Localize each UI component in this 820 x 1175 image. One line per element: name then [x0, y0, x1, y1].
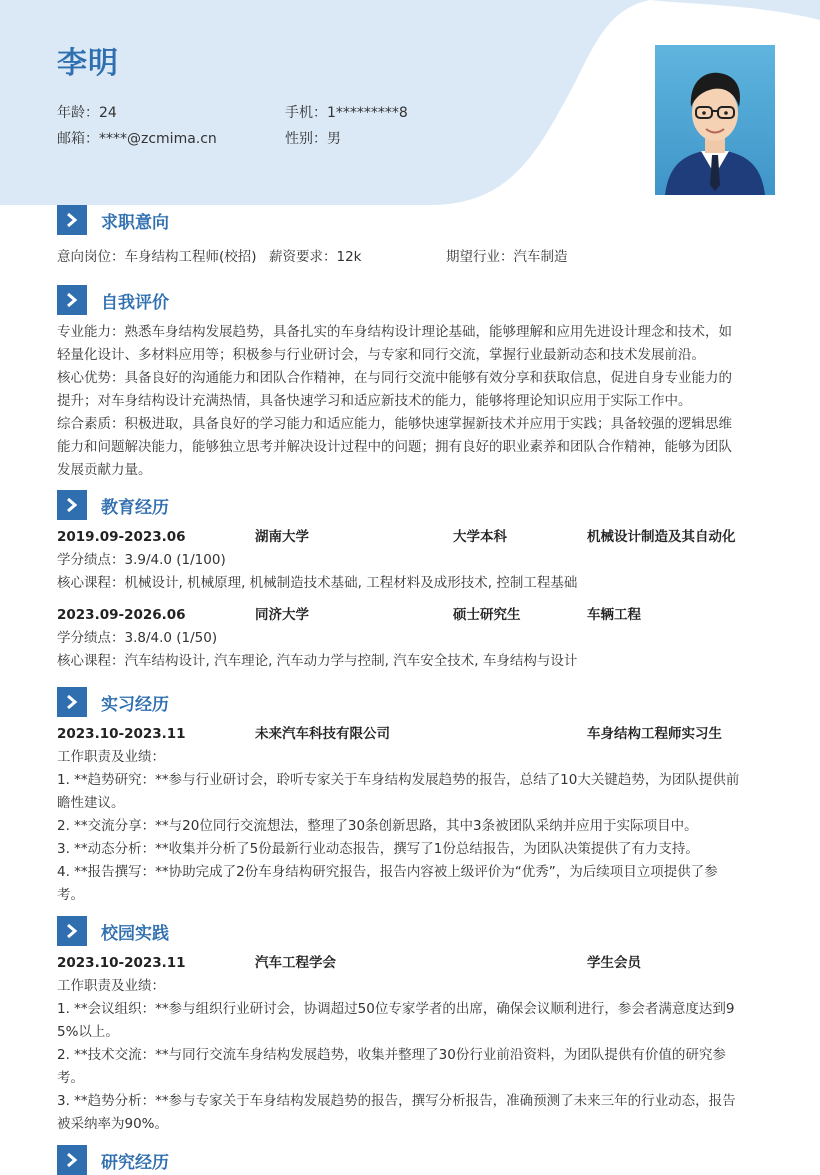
- chevron-right-icon: [57, 285, 87, 315]
- edu-major: 车辆工程: [587, 607, 641, 623]
- job-salary: 薪资要求：12k: [269, 249, 362, 265]
- chevron-right-icon: [57, 205, 87, 235]
- section-title: 研究经历: [101, 1152, 169, 1173]
- campus-line: 3. **趋势分析：**参与专家关于车身结构发展趋势的报告，撰写分析报告，准确预测了未来三年的行业动态，报告: [57, 1093, 736, 1109]
- campus-line: 5%以上。: [57, 1024, 119, 1040]
- intern-line: 工作职责及业绩：: [57, 749, 165, 765]
- section-header: [57, 916, 769, 946]
- edu-courses: 核心课程：机械设计, 机械原理, 机械制造技术基础, 工程材料及成形技术, 控制工程基础: [57, 575, 578, 591]
- campus-role: 学生会员: [587, 955, 641, 971]
- self-eval-line: 能力和问题解决能力，能够独立思考并解决设计过程中的问题；拥有良好的职业素养和团队合作精神，能够为团队: [57, 439, 732, 455]
- campus-line: 被采纳率为90%。: [57, 1116, 169, 1132]
- chevron-right-icon: [57, 490, 87, 520]
- chevron-right-icon: [57, 916, 87, 946]
- section-title: 教育经历: [101, 497, 169, 518]
- intern-line: 3. **动态分析：**收集并分析了5份最新行业动态报告，撰写了1份总结报告，为团队决策提供了有力支持。: [57, 841, 699, 857]
- edu-degree: 大学本科: [453, 529, 507, 545]
- edu-entry-header: [57, 604, 769, 627]
- section-title: 自我评价: [101, 292, 169, 313]
- campus-entry-header: [57, 952, 769, 975]
- section-self-evaluation: [57, 285, 769, 482]
- edu-school: 同济大学: [255, 607, 309, 623]
- campus-line: 工作职责及业绩：: [57, 978, 165, 994]
- section-internship: [57, 687, 769, 907]
- intern-line: 1. **趋势研究：**参与行业研讨会，聆听专家关于车身结构发展趋势的报告，总结了10大关键趋势，为团队提供前: [57, 772, 740, 788]
- self-eval-line: 专业能力：熟悉车身结构发展趋势，具备扎实的车身结构设计理论基础，能够理解和应用先进设计理念和技术，如: [57, 324, 732, 340]
- edu-courses: 核心课程：汽车结构设计, 汽车理论, 汽车动力学与控制, 汽车安全技术, 车身结构与设计: [57, 653, 578, 669]
- campus-date: 2023.10-2023.11: [57, 955, 186, 971]
- intern-entry-header: [57, 723, 769, 746]
- phone-info: 手机：1*********8: [285, 105, 408, 121]
- campus-line: 1. **会议组织：**参与组织行业研讨会，协调超过50位专家学者的出席，确保会议顺利进行，参会者满意度达到9: [57, 1001, 735, 1017]
- self-eval-line: 发展贡献力量。: [57, 462, 152, 478]
- self-eval-line: 核心优势：具备良好的沟通能力和团队合作精神，在与同行交流中能够有效分享和获取信息，促进自身专业能力的: [57, 370, 732, 386]
- edu-gpa: 学分绩点：3.9/4.0 (1/100): [57, 552, 226, 568]
- section-title: 实习经历: [101, 694, 169, 715]
- edu-major: 机械设计制造及其自动化: [587, 529, 736, 545]
- chevron-right-icon: [57, 687, 87, 717]
- section-header: [57, 285, 769, 315]
- section-header: [57, 687, 769, 717]
- intern-line: 瞻性建议。: [57, 795, 125, 811]
- section-header: [57, 1145, 769, 1175]
- intern-company: 未来汽车科技有限公司: [255, 726, 390, 742]
- email-info: 邮箱：****@zcmima.cn: [57, 131, 217, 147]
- intern-line: 2. **交流分享：**与20位同行交流想法，整理了30条创新思路，其中3条被团队采纳并应用于实际项目中。: [57, 818, 698, 834]
- gender-info: 性别：男: [285, 131, 341, 147]
- self-eval-line: 综合素质：积极进取，具备良好的学习能力和适应能力，能够快速掌握新技术并应用于实践；具备较强的逻辑思维: [57, 416, 732, 432]
- section-job-intention: [57, 205, 769, 269]
- edu-gpa: 学分绩点：3.8/4.0 (1/50): [57, 630, 218, 646]
- intern-line: 4. **报告撰写：**协助完成了2份车身结构研究报告，报告内容被上级评价为“优秀”，为后续项目立项提供了参: [57, 864, 718, 880]
- edu-entry-header: [57, 526, 769, 549]
- chevron-right-icon: [57, 1145, 87, 1175]
- intern-role: 车身结构工程师实习生: [587, 726, 722, 742]
- campus-org: 汽车工程学会: [255, 955, 336, 971]
- section-campus-practice: [57, 916, 769, 1136]
- intern-date: 2023.10-2023.11: [57, 726, 186, 742]
- section-header: [57, 205, 769, 235]
- section-title: 求职意向: [101, 212, 169, 233]
- intern-line: 考。: [57, 887, 84, 903]
- section-education: [57, 490, 769, 673]
- campus-line: 考。: [57, 1070, 84, 1086]
- age-info: 年龄：24: [57, 105, 117, 121]
- edu-school: 湖南大学: [255, 529, 309, 545]
- section-research: [57, 1145, 769, 1175]
- profile-photo: [655, 45, 775, 195]
- section-title: 校园实践: [101, 923, 169, 944]
- edu-degree: 硕士研究生: [453, 607, 521, 623]
- edu-date: 2019.09-2023.06: [57, 529, 186, 545]
- candidate-name: 李明: [57, 46, 119, 81]
- edu-date: 2023.09-2026.06: [57, 607, 186, 623]
- self-eval-line: 轻量化设计、多材料应用等；积极参与行业研讨会，与专家和同行交流，掌握行业最新动态和技术发展前沿。: [57, 347, 705, 363]
- self-eval-line: 提升；对车身结构设计充满热情，具备快速学习和适应新技术的能力，能够将理论知识应用于实际工作中。: [57, 393, 692, 409]
- section-header: [57, 490, 769, 520]
- campus-line: 2. **技术交流：**与同行交流车身结构发展趋势，收集并整理了30份行业前沿资料，为团队提供有价值的研究参: [57, 1047, 726, 1063]
- resume-header: [0, 0, 820, 205]
- job-position: 意向岗位：车身结构工程师(校招): [57, 249, 257, 265]
- job-industry: 期望行业：汽车制造: [446, 249, 568, 265]
